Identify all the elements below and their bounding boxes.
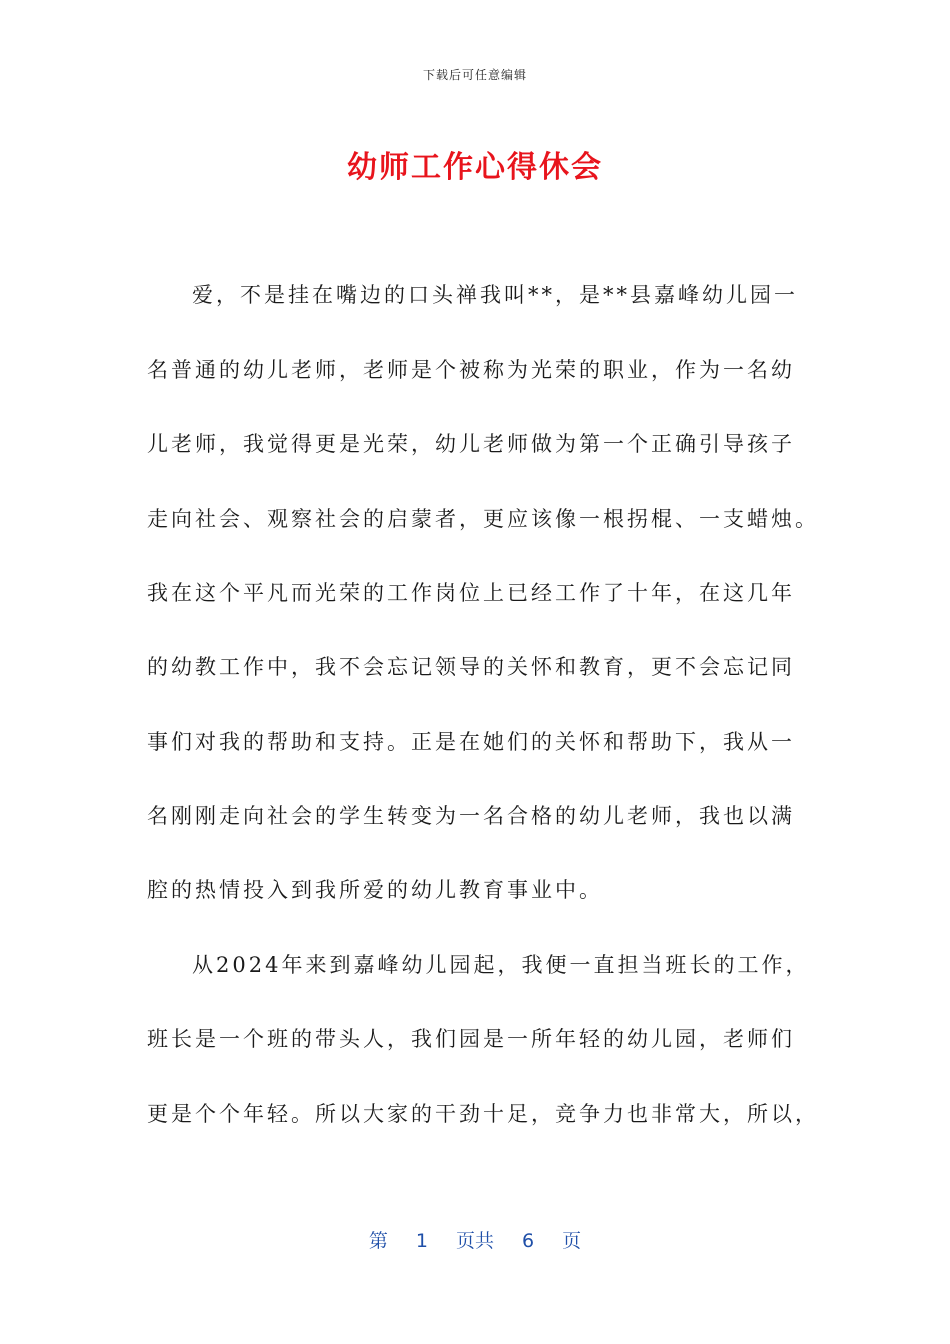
paragraph-1-line-2: 名普通的幼儿老师，老师是个被称为光荣的职业，作为一名幼 [147,358,795,382]
footer-page-middle: 页共 [455,1230,494,1252]
paragraph-2-line-1: 从2024年来到嘉峰幼儿园起，我便一直担当班长的工作， [192,953,810,977]
paragraph-1-line-5: 我在这个平凡而光荣的工作岗位上已经工作了十年，在这几年 [147,581,795,605]
footer-page-suffix: 页 [562,1230,582,1252]
footer-total-pages: 6 [522,1230,535,1252]
paragraph-2-line-2: 班长是一个班的带头人，我们园是一所年轻的幼儿园，老师们 [147,1027,795,1051]
footer-page-prefix: 第 [368,1230,388,1252]
paragraph-1-line-6: 的幼教工作中，我不会忘记领导的关怀和教育，更不会忘记同 [147,655,795,679]
document-title: 幼师工作心得休会 [347,150,603,185]
paragraph-1-line-1: 爱，不是挂在嘴边的口头禅我叫**，是**县嘉峰幼儿园一 [192,283,798,307]
paragraph-1-line-7: 事们对我的帮助和支持。正是在她们的关怀和帮助下，我从一 [147,730,795,754]
paragraph-1-line-8: 名刚刚走向社会的学生转变为一名合格的幼儿老师，我也以满 [147,804,795,828]
page-footer [0,1226,950,1253]
paragraph-1-line-4: 走向社会、观察社会的启蒙者，更应该像一根拐棍、一支蜡烛。 [147,507,819,531]
paragraph-2-line-3: 更是个个年轻。所以大家的干劲十足，竞争力也非常大，所以， [147,1102,819,1126]
header-note: 下载后可任意编辑 [422,68,527,82]
footer-page-number: 1 [415,1230,428,1252]
paragraph-1-line-3: 儿老师，我觉得更是光荣，幼儿老师做为第一个正确引导孩子 [147,432,795,456]
paragraph-1-line-9: 腔的热情投入到我所爱的幼儿教育事业中。 [147,878,603,902]
